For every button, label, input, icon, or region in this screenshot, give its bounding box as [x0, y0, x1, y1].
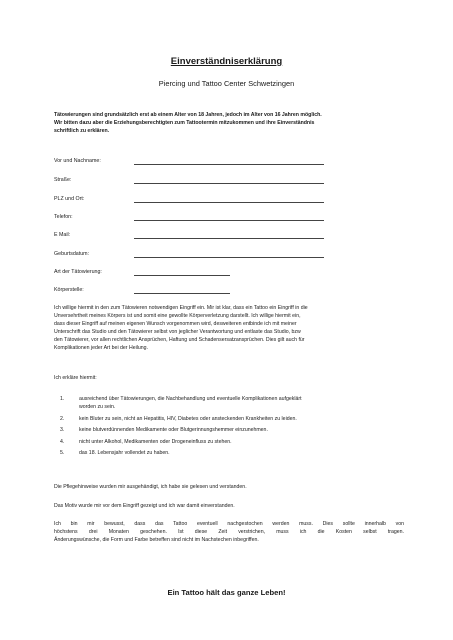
document-subtitle: Piercing und Tattoo Center Schwetzingen — [158, 79, 295, 88]
tattoo-type-blank-line — [134, 275, 230, 276]
list-item-text: das 18. Lebensjahr vollendet zu haben. — [79, 450, 170, 457]
street-blank-line — [134, 183, 324, 184]
list-item-text: ausreichend über Tätowierungen, die Nachbehandlung und eventuelle Komplikationen aufgeklärt — [79, 396, 302, 402]
list-item — [54, 438, 404, 446]
list-number: 2. — [60, 415, 65, 422]
paragraph-line: Unterschrift das Studio und den Tätowierer selbst von jeglicher Verantwortung und entlaste das Studio, bzw — [54, 329, 301, 336]
document-title: Einverständniserklärung — [170, 56, 283, 67]
field-label: Vor und Nachname: — [54, 158, 101, 164]
declarations-list — [54, 395, 404, 461]
declarations-heading: Ich erkläre hiermit: — [54, 375, 97, 381]
paragraph-line: den Tätowierer, vor allen rechtlichen Ansprüchen, Haftung und Schadensersatzansprüchen. Dies gilt auch für — [54, 337, 305, 344]
touch-up-paragraph — [54, 520, 404, 544]
paragraph-line: Ich willige hiermit in den zum Tätowieren notwendigen Eingriff ein. Mir ist klar, dass ein Tattoo ein Eingriff in die — [54, 305, 308, 311]
motif-notice: Das Motiv wurde mir vor dem Eingriff gezeigt und ich war damit einverstanden. — [54, 503, 235, 509]
phone-blank-line — [134, 220, 324, 221]
name-field — [54, 158, 404, 168]
paragraph-line: Komplikationen jeder Art bei der Heilung. — [54, 345, 149, 352]
list-number: 1. — [60, 396, 65, 402]
list-item-text: worden zu sein. — [79, 404, 116, 411]
list-number: 3. — [60, 427, 65, 434]
birthdate-blank-line — [134, 257, 324, 258]
email-blank-line — [134, 238, 324, 239]
notice-line: Wir bitten dazu aber die Erziehungsberechtigten zum Tattootermin mitzukommen und ihre Einverständnis — [54, 120, 315, 127]
body-location-field — [54, 287, 404, 297]
field-label: Art der Tätowierung: — [54, 269, 102, 275]
paragraph-line: Unversehrtheit meines Körpers ist und somit eine gewollte Körperverletzung darstellt. Ich willige hiermit ein, — [54, 313, 301, 320]
field-label: PLZ und Ort: — [54, 196, 85, 202]
zip-city-field — [54, 196, 404, 206]
consent-paragraph — [54, 304, 404, 353]
birthdate-field — [54, 251, 404, 261]
field-label: Telefon: — [54, 214, 73, 220]
field-label: Geburtsdatum: — [54, 251, 90, 257]
care-instructions-notice: Die Pflegehinweise wurden mir ausgehändigt, ich habe sie gelesen und verstanden. — [54, 484, 247, 490]
list-item-text: nicht unter Alkohol, Medikamenten oder Drogeneinfluss zu stehen. — [79, 438, 232, 445]
field-label: E Mail: — [54, 232, 71, 238]
name-blank-line — [134, 164, 324, 165]
paragraph-line: Ich bin mir bewusst, dass das Tattoo eventuell nachgestochen werden muss. Dies sollte innerhalb von — [54, 521, 404, 527]
body-location-blank-line — [134, 293, 230, 294]
notice-line: Tätowierungen sind grundsätzlich erst ab einem Alter von 18 Jahren, jedoch im Alter von 16 Jahren möglich. — [54, 112, 322, 118]
list-item — [54, 415, 404, 423]
tattoo-type-field — [54, 269, 404, 279]
paragraph-line: dass dieser Eingriff auf meinen eigenen Wunsch vorgenommen wird, desweiteren entbinde ich mit meiner — [54, 321, 297, 328]
list-item — [54, 395, 404, 411]
list-number: 5. — [60, 450, 65, 457]
zip-city-blank-line — [134, 202, 324, 203]
list-item-text: kein Bluter zu sein, nicht an Hepatitis, HIV, Diabetes oder ansteckenden Krankheiten zu leiden. — [79, 415, 297, 422]
list-number: 4. — [60, 438, 65, 445]
phone-field — [54, 214, 404, 224]
notice-line: schriftlich zu erklären. — [54, 128, 110, 135]
paragraph-line: Änderungswünsche, die Form und Farbe betreffen sind nicht im Nachstechen inbegriffen. — [54, 537, 259, 544]
paragraph-line: höchstens drei Monaten geschehen. Ist diese Zeit verstrichen, muss ich die Kosten selbst tragen. — [54, 529, 404, 536]
list-item — [54, 426, 404, 434]
field-label: Körperstelle: — [54, 287, 84, 293]
street-field — [54, 177, 404, 187]
email-field — [54, 232, 404, 242]
list-item — [54, 449, 404, 457]
age-requirement-notice — [54, 111, 404, 136]
field-label: Straße: — [54, 177, 72, 183]
list-item-text: keine blutverdünnenden Medikamente oder Blutgerinnungshemmer einzunehmen. — [79, 427, 268, 434]
footer-slogan: Ein Tattoo hält das ganze Leben! — [167, 588, 286, 597]
